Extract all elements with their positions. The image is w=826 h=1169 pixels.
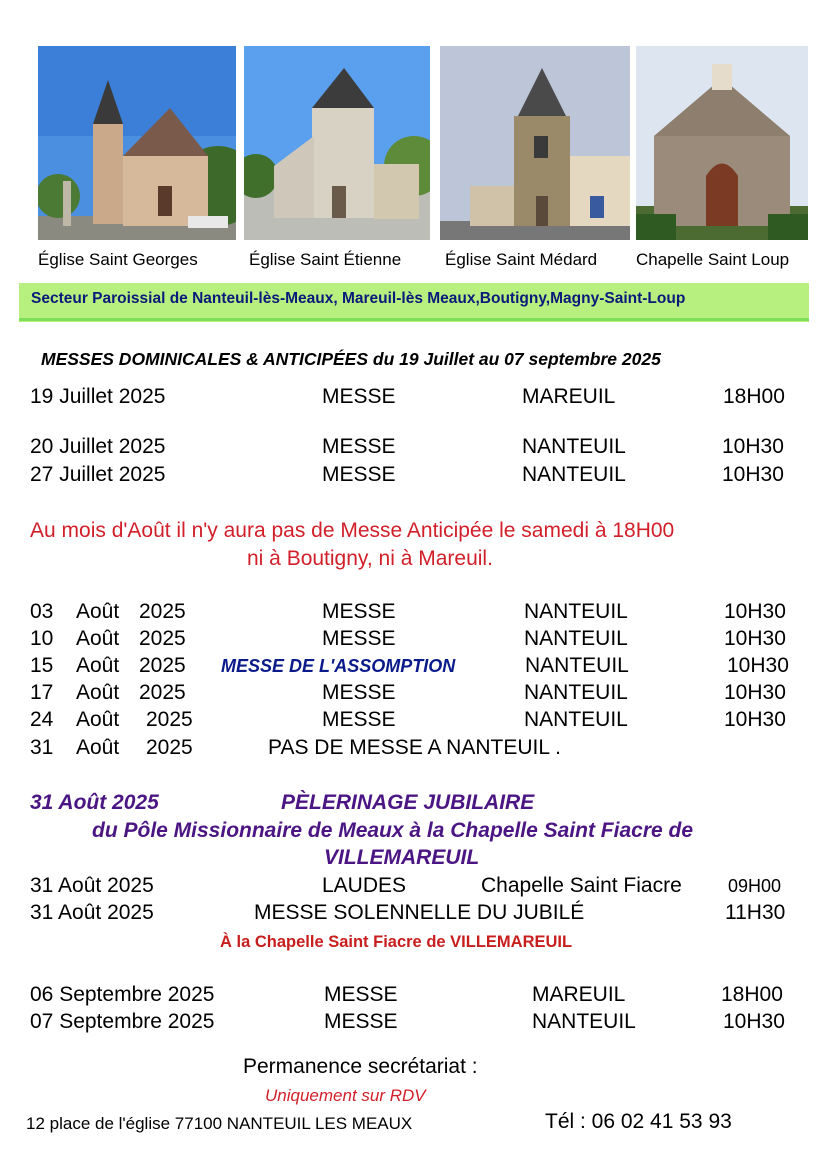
sept-row-1-type: MESSE bbox=[324, 983, 398, 1006]
aug-row-5-year: 2025 bbox=[146, 708, 193, 731]
aug-row-5-place: NANTEUIL bbox=[524, 708, 628, 731]
july-row-2-type: MESSE bbox=[322, 435, 396, 458]
july-row-1-type: MESSE bbox=[322, 385, 396, 408]
lauds-time: 09H00 bbox=[728, 876, 782, 896]
church-saint-georges-photo bbox=[38, 46, 236, 240]
sept-row-1-place: MAREUIL bbox=[532, 983, 626, 1006]
aug-row-3-type: MESSE DE L'ASSOMPTION bbox=[221, 656, 456, 676]
aug-row-3-month: Août bbox=[76, 654, 120, 677]
sector-banner-divider bbox=[19, 318, 809, 321]
aug-row-4-time: 10H30 bbox=[724, 681, 786, 704]
aug-row-5-day: 24 bbox=[30, 708, 54, 731]
aug-row-3-year: 2025 bbox=[139, 654, 186, 677]
aug-row-3-place: NANTEUIL bbox=[525, 654, 629, 677]
aug-row-2-year: 2025 bbox=[139, 627, 186, 650]
caption-saint-georges: Église Saint Georges bbox=[38, 250, 198, 269]
secretariat-title: Permanence secrétariat : bbox=[243, 1055, 478, 1078]
aug-row-5-month: Août bbox=[76, 708, 120, 731]
july-row-1-time: 18H00 bbox=[723, 385, 785, 408]
august-notice-line-2: ni à Boutigny, ni à Mareuil. bbox=[247, 547, 493, 570]
jubilee-mass-time: 11H30 bbox=[725, 901, 786, 924]
aug-row-2-day: 10 bbox=[30, 627, 54, 650]
pilgrimage-date: 31 Août 2025 bbox=[30, 791, 159, 814]
sept-row-2-time: 10H30 bbox=[723, 1010, 785, 1033]
aug-row-4-year: 2025 bbox=[139, 681, 186, 704]
sept-row-1-date: 06 Septembre 2025 bbox=[30, 983, 215, 1006]
aug-row-4-day: 17 bbox=[30, 681, 54, 704]
july-row-3-date: 27 Juillet 2025 bbox=[30, 463, 166, 486]
july-row-1-place: MAREUIL bbox=[522, 385, 616, 408]
caption-saint-loup: Chapelle Saint Loup bbox=[636, 250, 790, 269]
aug-row-5-type: MESSE bbox=[322, 708, 396, 731]
sept-row-1-time: 18H00 bbox=[721, 983, 783, 1006]
aug-row-2-type: MESSE bbox=[322, 627, 396, 650]
aug-row-1-year: 2025 bbox=[139, 600, 186, 623]
aug-31-month: Août bbox=[76, 736, 120, 759]
july-row-3-time: 10H30 bbox=[722, 463, 784, 486]
aug-row-4-place: NANTEUIL bbox=[524, 681, 628, 704]
pilgrimage-line-2: du Pôle Missionnaire de Meaux à la Chapelle Saint Fiacre de bbox=[92, 819, 694, 842]
lauds-date: 31 Août 2025 bbox=[30, 874, 154, 897]
sept-row-2-date: 07 Septembre 2025 bbox=[30, 1010, 215, 1033]
aug-row-4-type: MESSE bbox=[322, 681, 396, 704]
aug-row-1-place: NANTEUIL bbox=[524, 600, 628, 623]
page-title: MESSES DOMINICALES & ANTICIPÉES du 19 Juillet au 07 septembre 2025 bbox=[41, 349, 661, 369]
aug-row-2-time: 10H30 bbox=[724, 627, 786, 650]
secretariat-phone: Tél : 06 02 41 53 93 bbox=[545, 1110, 732, 1133]
secretariat-rdv: Uniquement sur RDV bbox=[265, 1086, 426, 1105]
aug-row-4-month: Août bbox=[76, 681, 120, 704]
lauds-type: LAUDES bbox=[322, 874, 407, 897]
sector-banner-text: Secteur Paroissial de Nanteuil-lès-Meaux, Mareuil-lès Meaux,Boutigny,Magny-Saint-Loup bbox=[31, 290, 686, 307]
caption-saint-medard: Église Saint Médard bbox=[445, 250, 598, 269]
chapel-saint-loup-photo bbox=[636, 46, 808, 240]
july-row-2-place: NANTEUIL bbox=[522, 435, 626, 458]
aug-row-1-day: 03 bbox=[30, 600, 54, 623]
aug-row-1-type: MESSE bbox=[322, 600, 396, 623]
secretariat-address: 12 place de l'église 77100 NANTEUIL LES MEAUX bbox=[26, 1114, 413, 1133]
lauds-place: Chapelle Saint Fiacre bbox=[481, 874, 682, 897]
aug-row-5-time: 10H30 bbox=[724, 708, 786, 731]
sept-row-2-place: NANTEUIL bbox=[532, 1010, 636, 1033]
sept-row-2-type: MESSE bbox=[324, 1010, 398, 1033]
august-notice-line-1: Au mois d'Août il n'y aura pas de Messe Anticipée le samedi à 18H00 bbox=[30, 519, 675, 542]
aug-row-2-place: NANTEUIL bbox=[524, 627, 628, 650]
pilgrimage-title: PÈLERINAGE JUBILAIRE bbox=[281, 791, 535, 814]
aug-row-3-time: 10H30 bbox=[727, 654, 789, 677]
pilgrimage-line-3: VILLEMAREUIL bbox=[324, 846, 480, 869]
jubilee-mass-type: MESSE SOLENNELLE DU JUBILÉ bbox=[254, 901, 585, 924]
july-row-3-type: MESSE bbox=[322, 463, 396, 486]
jubilee-mass-date: 31 Août 2025 bbox=[30, 901, 154, 924]
july-row-2-date: 20 Juillet 2025 bbox=[30, 435, 166, 458]
aug-row-3-day: 15 bbox=[30, 654, 54, 677]
chapel-location-note: À la Chapelle Saint Fiacre de VILLEMAREUIL bbox=[220, 933, 573, 951]
july-row-3-place: NANTEUIL bbox=[522, 463, 626, 486]
aug-row-1-time: 10H30 bbox=[724, 600, 786, 623]
aug-row-1-month: Août bbox=[76, 600, 120, 623]
aug-31-day: 31 bbox=[30, 736, 54, 759]
aug-31-year: 2025 bbox=[146, 736, 193, 759]
caption-saint-etienne: Église Saint Étienne bbox=[249, 250, 402, 269]
aug-row-2-month: Août bbox=[76, 627, 120, 650]
church-saint-etienne-photo bbox=[244, 46, 430, 240]
church-saint-medard-photo bbox=[440, 46, 630, 240]
july-row-2-time: 10H30 bbox=[722, 435, 784, 458]
aug-31-no-mass: PAS DE MESSE A NANTEUIL . bbox=[268, 736, 561, 759]
july-row-1-date: 19 Juillet 2025 bbox=[30, 385, 166, 408]
